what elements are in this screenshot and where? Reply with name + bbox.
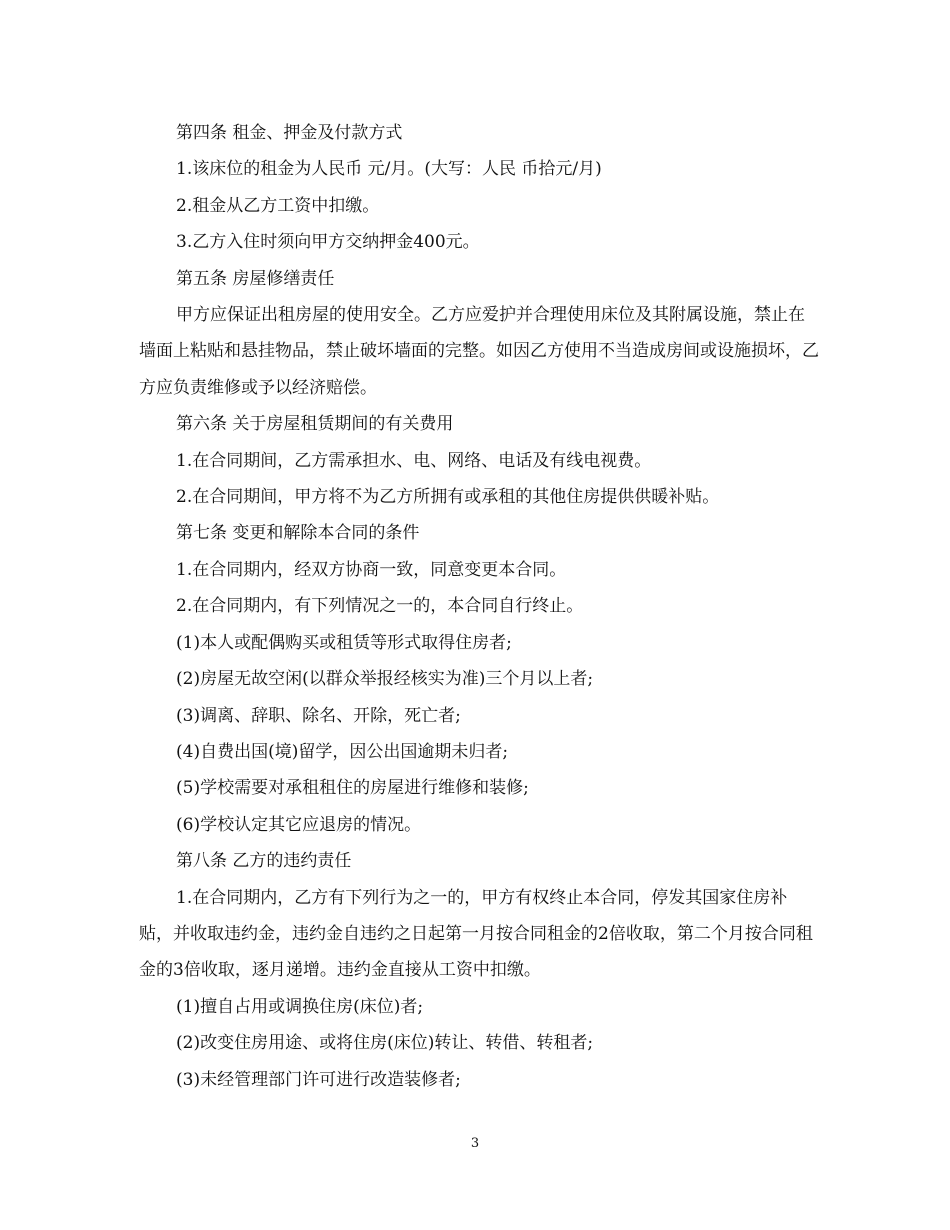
- article-7-item-1: 1.在合同期内，经双方协商一致，同意变更本合同。: [176, 559, 567, 580]
- article-6-item-2: 2.在合同期间，甲方将不为乙方所拥有或承租的其他住房提供供暖补贴。: [176, 487, 720, 508]
- article-7-subitem-3: (3)调离、辞职、除名、开除，死亡者;: [176, 705, 461, 726]
- article-7-subitem-1: (1)本人或配偶购买或租赁等形式取得住房者;: [176, 632, 512, 653]
- article-8-item-1: 1.在合同期内，乙方有下列行为之一的，甲方有权终止本合同，停发其国家住房补贴，并收取违约金，违约金自违约之日起第一月按合同租金的2倍收取，第二个月按合同租金的3倍收取，逐月递增。违约金直接从工资中扣缴。: [139, 887, 813, 981]
- article-4-item-3: 3.乙方入住时须向甲方交纳押金400元。: [176, 232, 480, 253]
- page-number: 3: [470, 1136, 480, 1151]
- article-7-subitem-6: (6)学校认定其它应退房的情况。: [176, 814, 422, 835]
- article-5-heading: 第五条 房屋修缮责任: [176, 268, 335, 289]
- article-4-item-2: 2.租金从乙方工资中扣缴。: [176, 195, 380, 216]
- article-8-heading: 第八条 乙方的违约责任: [176, 851, 352, 872]
- article-4-heading: 第四条 租金、押金及付款方式: [176, 123, 403, 143]
- article-8-subitem-3: (3)未经管理部门许可进行改造装修者;: [176, 1069, 461, 1090]
- article-5-body: 甲方应保证出租房屋的使用安全。乙方应爱护并合理使用床位及其附属设施，禁止在墙面上粘贴和悬挂物品，禁止破坏墙面的完整。如因乙方使用不当造成房间或设施损坏，乙方应负责维修或予以经济赔偿。: [139, 305, 819, 398]
- article-7-subitem-4: (4)自费出国(境)留学，因公出国逾期未归者;: [176, 741, 509, 762]
- document-body: [139, 115, 819, 1098]
- article-7-item-2: 2.在合同期内，有下列情况之一的，本合同自行终止。: [176, 596, 584, 617]
- article-6-heading: 第六条 关于房屋租赁期间的有关费用: [176, 414, 454, 435]
- article-7-subitem-2: (2)房屋无故空闲(以群众举报经核实为准)三个月以上者;: [176, 669, 594, 690]
- article-8-subitem-1: (1)擅自占用或调换住房(床位)者;: [176, 996, 424, 1017]
- article-7-subitem-5: (5)学校需要对承租租住的房屋进行维修和装修;: [176, 778, 529, 799]
- article-7-heading: 第七条 变更和解除本合同的条件: [176, 523, 420, 544]
- article-8-subitem-2: (2)改变住房用途、或将住房(床位)转让、转借、转租者;: [176, 1033, 594, 1054]
- article-4-item-1: 1.该床位的租金为人民币 元/月。(大写：人民 币拾元/月): [176, 159, 602, 180]
- article-6-item-1: 1.在合同期间，乙方需承担水、电、网络、电话及有线电视费。: [176, 450, 652, 471]
